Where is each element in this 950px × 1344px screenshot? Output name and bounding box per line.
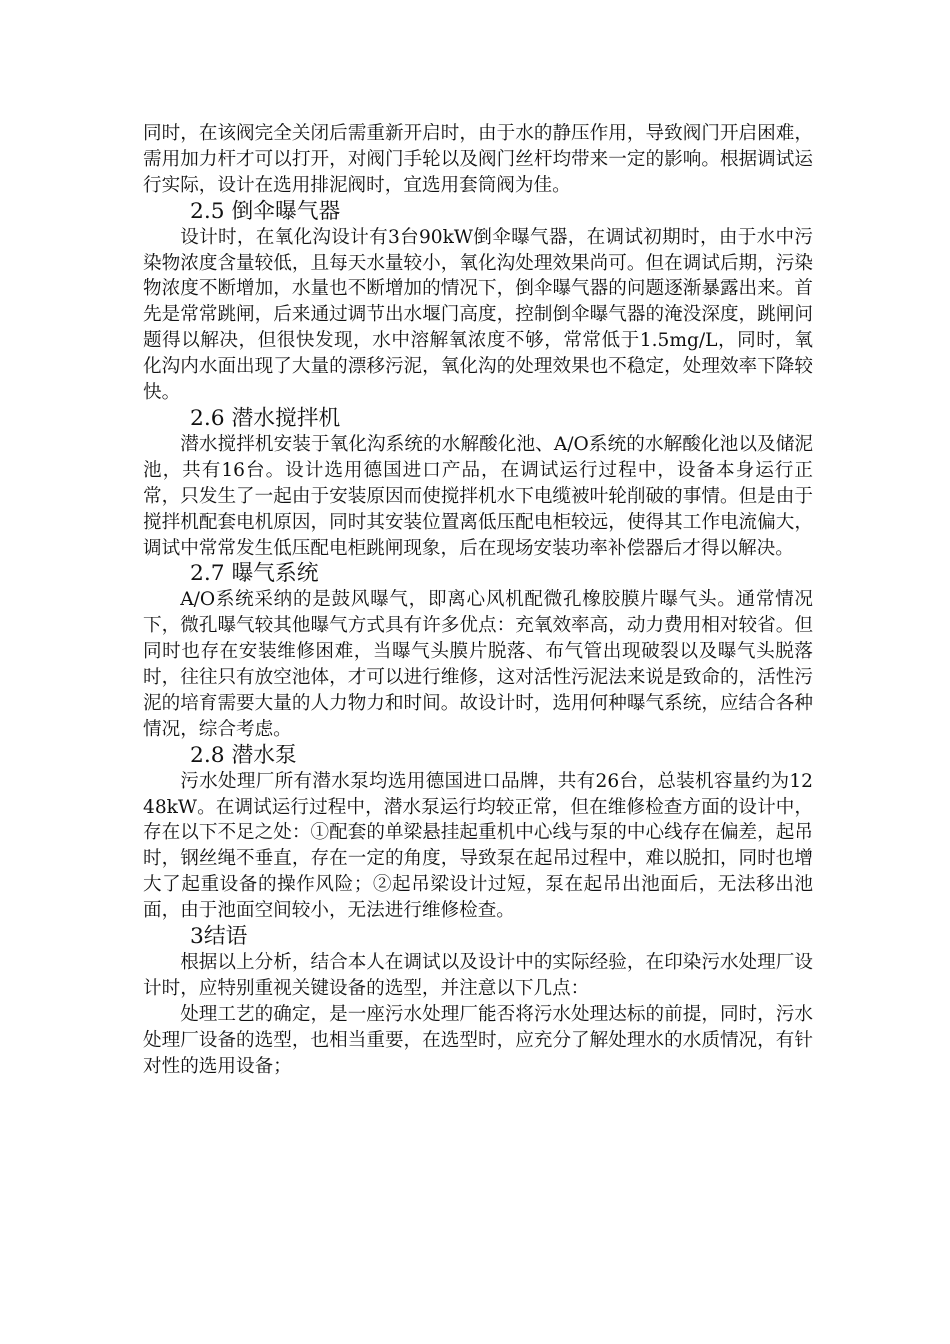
section-heading-2-7: 2.7 曝气系统: [190, 561, 319, 587]
section-heading-2-5: 2.5 倒伞曝气器: [190, 198, 341, 224]
paragraph-mixer: 潜水搅拌机安装于氧化沟系统的水解酸化池、A/O系统的水解酸化池以及储泥池，共有16台。设计选用德国进口产品，在调试运行过程中，设备本身运行正常，只发生了一起由于安装原因而使搅拌机水下电缆被叶轮削破的事情。但是由于搅拌机配套电机原因，同时其安装位置离低压配电柜较远，使得其工作电流偏大，调试中常常发生低压配电柜跳闸现象，后在现场安装功率补偿器后才得以解决。: [143, 433, 813, 559]
paragraph-aeration-system: A/O系统采纳的是鼓风曝气，即离心风机配微孔橡胶膜片曝气头。通常情况下，微孔曝气较其他曝气方式具有许多优点：充氧效率高，动力费用相对较省。但同时也存在安装维修困难，当曝气头膜片脱落、布气管出现破裂以及曝气头脱落时，往往只有放空池体，才可以进行维修，这对活性污泥法来说是致命的，活性污泥的培育需要大量的人力物力和时间。故设计时，选用何种曝气系统，应结合各种情况，综合考虑。: [143, 589, 813, 740]
paragraph-conclusion-intro: 根据以上分析，结合本人在调试以及设计中的实际经验，在印染污水处理厂设计时，应特别重视关键设备的选型，并注意以下几点：: [143, 952, 813, 999]
document-body: [143, 121, 813, 1080]
paragraph-aerator: 设计时，在氧化沟设计有3台90kW倒伞曝气器，在调试初期时，由于水中污染物浓度含量较低，且每天水量较小，氧化沟处理效果尚可。但在调试后期，污染物浓度不断增加，水量也不断增加的情况下，倒伞曝气器的问题逐渐暴露出来。首先是常常跳闸，后来通过调节出水堰门高度，控制倒伞曝气器的淹没深度，跳闸问题得以解决，但很快发现，水中溶解氧浓度不够，常常低于1.5mg/L，同时，氧化沟内水面出现了大量的漂移污泥，氧化沟的处理效果也不稳定，处理效率下降较快。: [143, 226, 813, 404]
section-heading-3: 3结语: [190, 924, 248, 950]
section-heading-2-6: 2.6 潜水搅拌机: [190, 405, 341, 431]
section-heading-2-8: 2.8 潜水泵: [190, 742, 297, 768]
paragraph-continuation: 同时，在该阀完全关闭后需重新开启时，由于水的静压作用，导致阀门开启困难，需用加力杆才可以打开，对阀门手轮以及阀门丝杆均带来一定的影响。根据调试运行实际，设计在选用排泥阀时，宜选用套筒阀为佳。: [143, 123, 813, 196]
paragraph-submersible-pump: 污水处理厂所有潜水泵均选用德国进口品牌，共有26台，总装机容量约为1248kW。在调试运行过程中，潜水泵运行均较正常，但在维修检查方面的设计中，存在以下不足之处：①配套的单梁悬挂起重机中心线与泵的中心线存在偏差，起吊时，钢丝绳不垂直，存在一定的角度，导致泵在起吊过程中，难以脱扣，同时也增大了起重设备的操作风险；②起吊梁设计过短，泵在起吊出池面后，无法移出池面，由于池面空间较小，无法进行维修检查。: [143, 770, 813, 922]
paragraph-conclusion-point: 处理工艺的确定，是一座污水处理厂能否将污水处理达标的前提，同时，污水处理厂设备的选型，也相当重要，在选型时，应充分了解处理水的水质情况，有针对性的选用设备；: [143, 1003, 813, 1077]
